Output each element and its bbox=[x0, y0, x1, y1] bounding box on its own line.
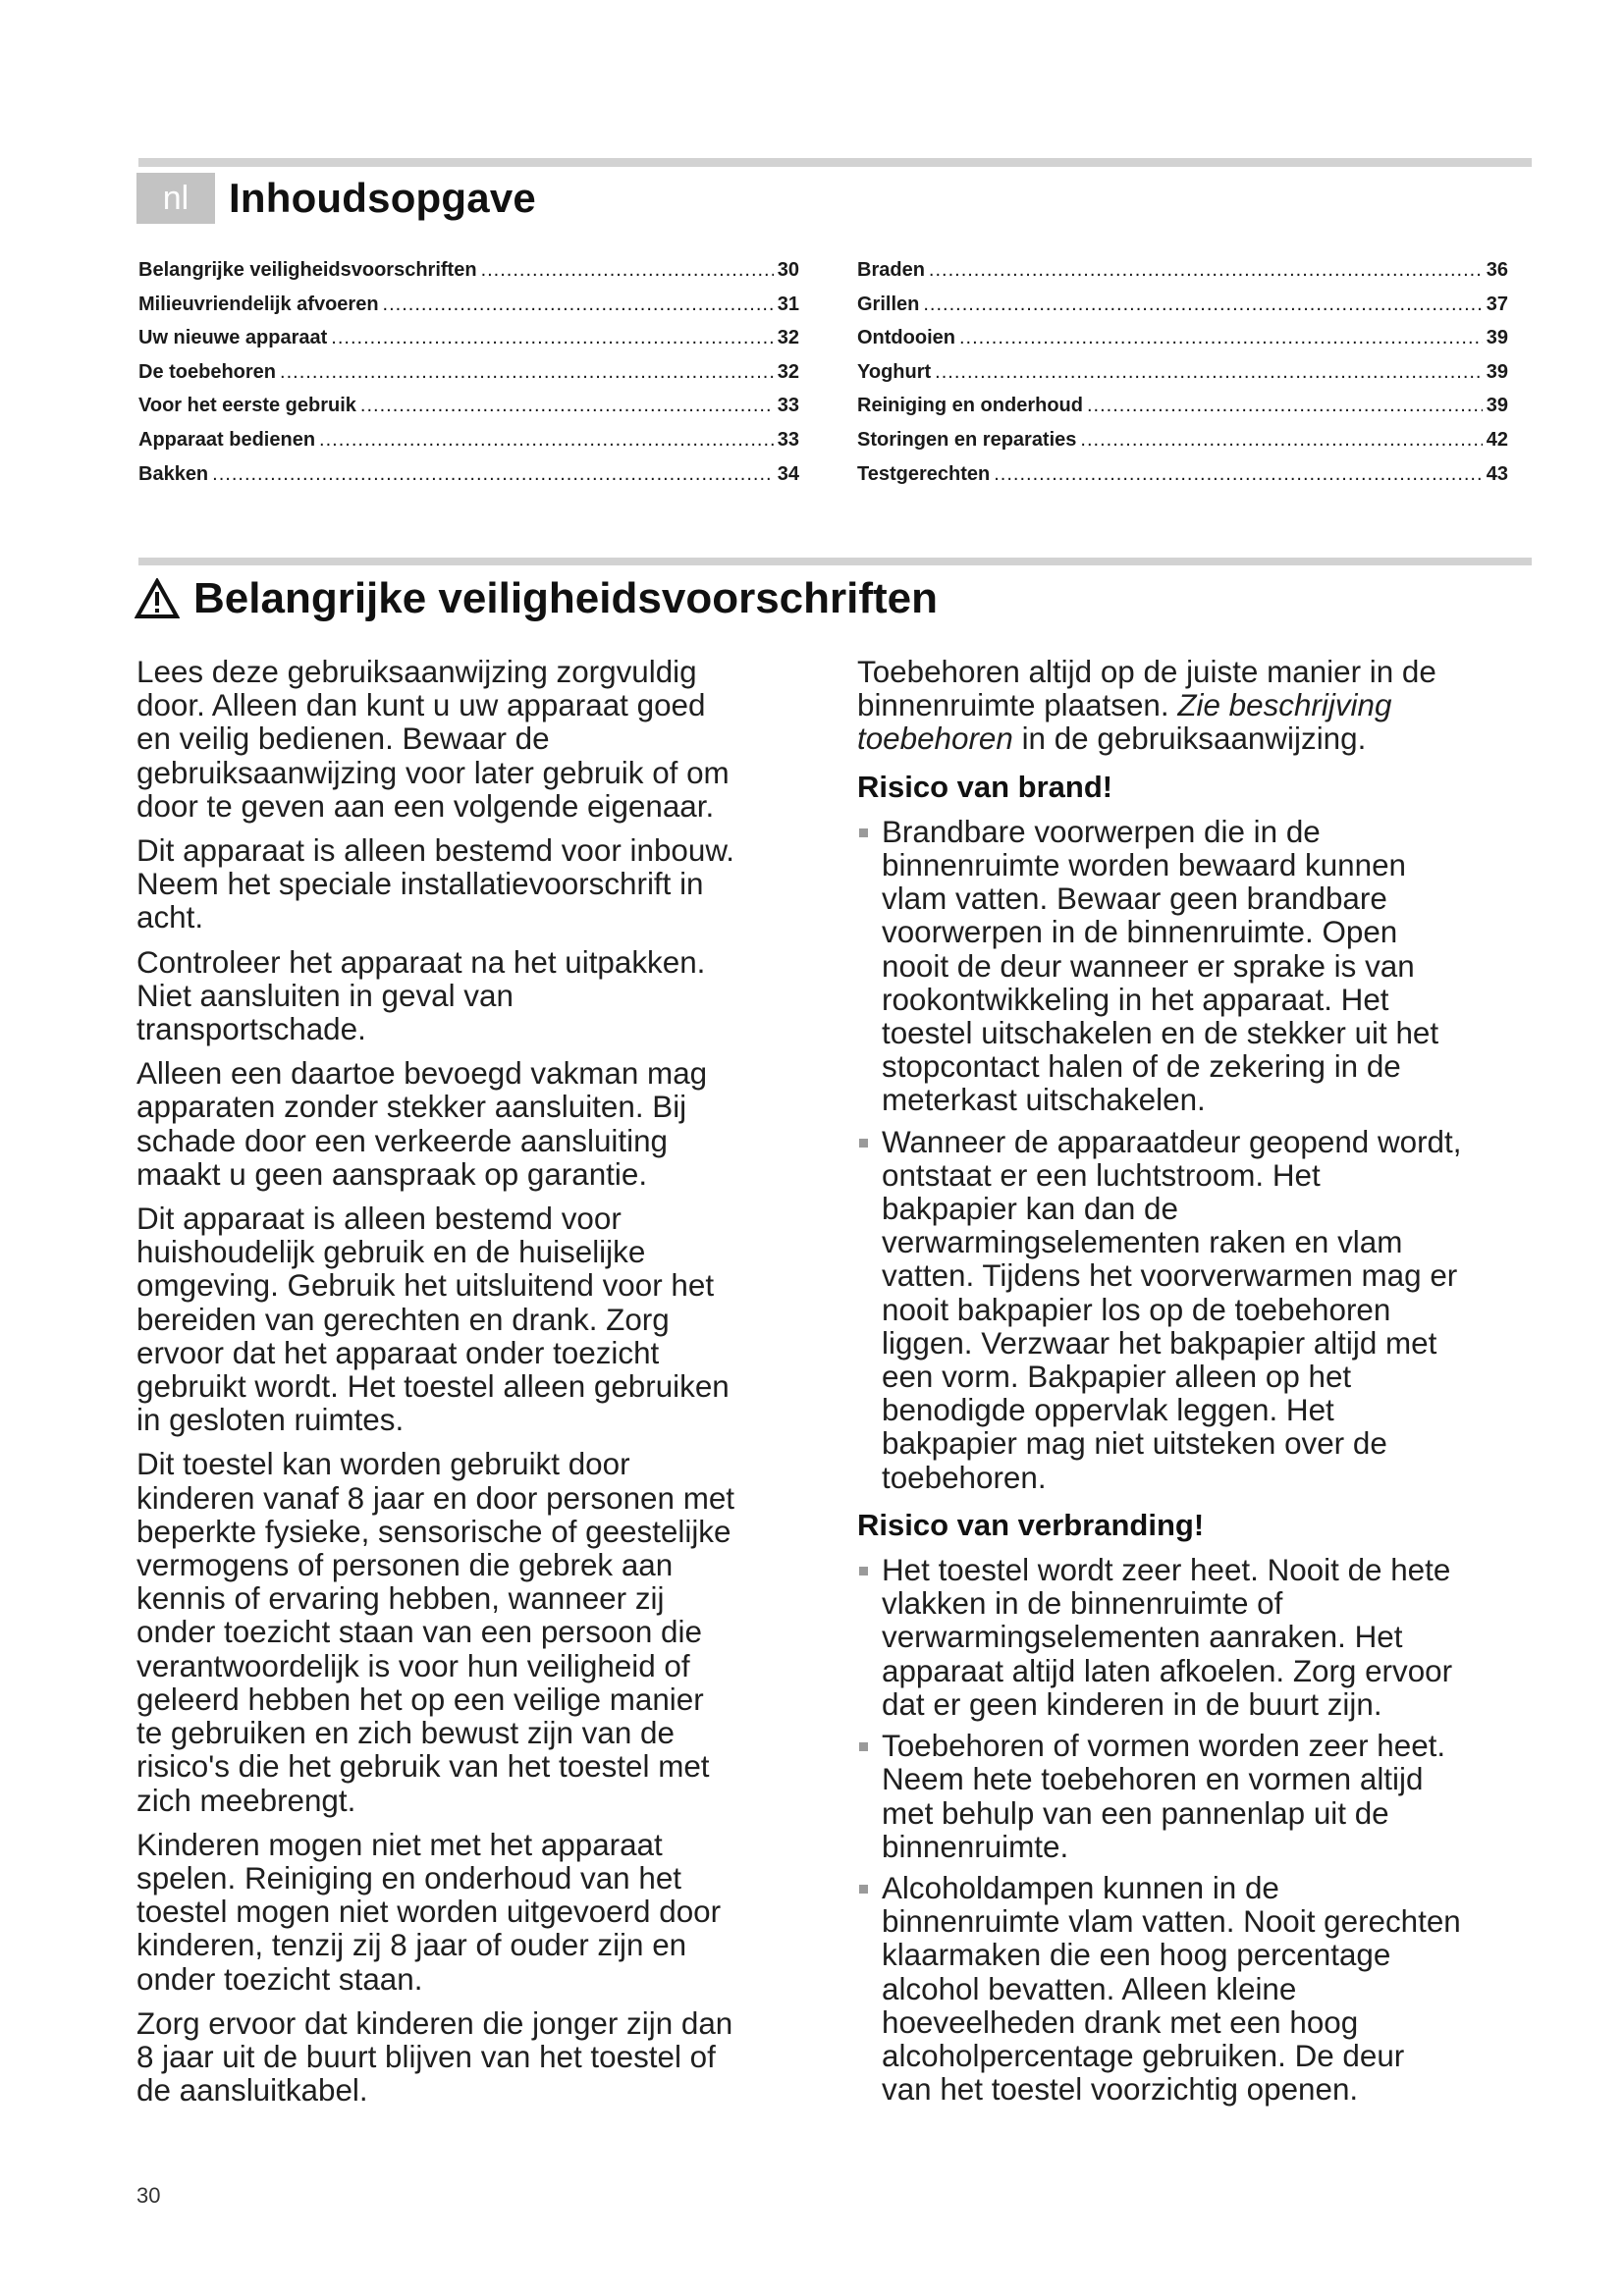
toc-entry-page: 39 bbox=[1486, 360, 1508, 383]
paragraph-line: schade door een verkeerde aansluiting bbox=[136, 1123, 668, 1158]
toc-entry[interactable] bbox=[857, 429, 1508, 463]
paragraph-line: transportschade. bbox=[136, 1012, 366, 1047]
toc-leader-dots bbox=[1080, 429, 1482, 452]
toc-entry[interactable] bbox=[138, 294, 799, 328]
toc-entry[interactable] bbox=[138, 395, 799, 429]
bullet-line: liggen. Verzwaar het bakpapier altijd met bbox=[882, 1325, 1437, 1361]
paragraph-line: Lees deze gebruiksaanwijzing zorgvuldig bbox=[136, 655, 697, 689]
toc-entry-label: Storingen en reparaties bbox=[857, 428, 1077, 451]
toc-leader-dots bbox=[319, 429, 774, 452]
toc-entry[interactable] bbox=[857, 361, 1508, 396]
bullet-line: hoeveelheden drank met een hoog bbox=[882, 2004, 1359, 2040]
bullet-marker bbox=[859, 1742, 868, 1751]
toc-entry-label: Milieuvriendelijk afvoeren bbox=[138, 293, 379, 315]
intro-reference: Zie beschrijving bbox=[1177, 688, 1392, 723]
bullet-line: benodigde oppervlak leggen. Het bbox=[882, 1393, 1334, 1428]
toc-entry-label: Ontdooien bbox=[857, 327, 955, 349]
bullet-line: toestel uitschakelen en de stekker uit het bbox=[882, 1016, 1439, 1051]
toc-entry-page: 36 bbox=[1486, 259, 1508, 281]
toc-entry-label: Braden bbox=[857, 259, 925, 281]
paragraph-line: ervoor dat het apparaat onder toezicht bbox=[136, 1335, 660, 1370]
toc-entry[interactable] bbox=[138, 463, 799, 498]
paragraph-line: huishoudelijk gebruik en de huiselijke bbox=[136, 1235, 646, 1270]
toc-entry-label: Bakken bbox=[138, 462, 209, 485]
paragraph-line: de aansluitkabel. bbox=[136, 2073, 368, 2109]
toc-entry-label: Apparaat bedienen bbox=[138, 428, 316, 451]
language-tag: nl bbox=[136, 173, 215, 224]
paragraph-line: door. Alleen dan kunt u uw apparaat goed bbox=[136, 688, 706, 723]
paragraph-line: Kinderen mogen niet met het apparaat bbox=[136, 1827, 663, 1862]
paragraph-line: kinderen, tenzij zij 8 jaar of ouder zijn en bbox=[136, 1928, 687, 1963]
bullet-line: nooit de deur wanneer er sprake is van bbox=[882, 948, 1415, 984]
toc-entry[interactable] bbox=[857, 294, 1508, 328]
toc-leader-dots bbox=[360, 395, 774, 417]
intro-paragraph bbox=[857, 656, 1544, 757]
body-left-column bbox=[136, 656, 824, 2118]
paragraph-line: 8 jaar uit de buurt blijven van het toestel of bbox=[136, 2039, 716, 2074]
paragraph-line: door te geven aan een volgende eigenaar. bbox=[136, 788, 715, 824]
bullet-item bbox=[857, 1730, 1544, 1864]
bullet-marker bbox=[859, 1567, 868, 1575]
toc-leader-dots bbox=[935, 361, 1483, 384]
paragraph-line: apparaten zonder stekker aansluiten. Bij bbox=[136, 1090, 687, 1125]
bullet-line: dat er geen kinderen in de buurt zijn. bbox=[882, 1686, 1382, 1722]
toc-header bbox=[136, 173, 536, 224]
bullet-line: van het toestel voorzichtig openen. bbox=[882, 2072, 1359, 2108]
section-heading bbox=[135, 569, 938, 628]
paragraph-line: Controleer het apparaat na het uitpakken. bbox=[136, 944, 706, 980]
toc-entry[interactable] bbox=[138, 429, 799, 463]
toc-entry-label: Testgerechten bbox=[857, 462, 991, 485]
bullet-line: Toebehoren of vormen worden zeer heet. bbox=[882, 1729, 1446, 1764]
safety-paragraph bbox=[136, 1057, 824, 1192]
toc-entry-page: 33 bbox=[777, 395, 799, 417]
bullet-line: bakpapier kan dan de bbox=[882, 1192, 1178, 1227]
toc-entry-page: 30 bbox=[777, 259, 799, 281]
toc-entry[interactable] bbox=[857, 259, 1508, 294]
paragraph-line: omgeving. Gebruik het uitsluitend voor het bbox=[136, 1268, 715, 1304]
toc-entry[interactable] bbox=[138, 361, 799, 396]
paragraph-line: Dit apparaat is alleen bestemd voor bbox=[136, 1201, 622, 1237]
toc-entry[interactable] bbox=[138, 327, 799, 361]
intro-line: Toebehoren altijd op de juiste manier in de bbox=[857, 655, 1436, 689]
toc-entry-page: 31 bbox=[777, 293, 799, 315]
toc-entry-page: 34 bbox=[777, 462, 799, 485]
toc-entry-page: 42 bbox=[1486, 428, 1508, 451]
paragraph-line: Dit apparaat is alleen bestemd voor inbouw. bbox=[136, 833, 734, 869]
intro-text: in de gebruiksaanwijzing. bbox=[1012, 721, 1367, 757]
toc-title: Inhoudsopgave bbox=[229, 175, 536, 221]
paragraph-line: beperkte fysieke, sensorische of geestelijke bbox=[136, 1514, 731, 1549]
toc-entry[interactable] bbox=[857, 395, 1508, 429]
safety-paragraph bbox=[136, 1448, 824, 1817]
toc-entry[interactable] bbox=[857, 327, 1508, 361]
paragraph-line: gebruiksaanwijzing voor later gebruik of om bbox=[136, 755, 730, 790]
toc-leader-dots bbox=[959, 327, 1483, 349]
paragraph-line: acht. bbox=[136, 900, 204, 935]
safety-paragraph bbox=[136, 1829, 824, 1997]
paragraph-line: Dit toestel kan worden gebruikt door bbox=[136, 1447, 630, 1482]
bullet-line: binnenruimte vlam vatten. Nooit gerechten bbox=[882, 1904, 1461, 1940]
toc-entry-page: 43 bbox=[1486, 462, 1508, 485]
bullet-marker bbox=[859, 1139, 868, 1148]
safety-paragraph bbox=[136, 656, 824, 824]
intro-reference: toebehoren bbox=[857, 721, 1013, 757]
bullet-line: rookontwikkeling in het apparaat. Het bbox=[882, 982, 1389, 1017]
safety-paragraph bbox=[136, 2007, 824, 2109]
safety-paragraph bbox=[136, 1202, 824, 1437]
toc-leader-dots bbox=[212, 463, 774, 486]
bullet-line: nooit bakpapier los op de toebehoren bbox=[882, 1292, 1391, 1327]
toc-entry-page: 33 bbox=[777, 428, 799, 451]
burn-risk-heading: Risico van verbranding! bbox=[857, 1507, 1205, 1542]
paragraph-line: kinderen vanaf 8 jaar en door personen met bbox=[136, 1480, 735, 1516]
fire-risk-list bbox=[857, 816, 1544, 1495]
section-title: Belangrijke veiligheidsvoorschriften bbox=[193, 574, 939, 622]
bullet-line: Neem hete toebehoren en vormen altijd bbox=[882, 1762, 1424, 1797]
bullet-line: bakpapier mag niet uitsteken over de bbox=[882, 1426, 1387, 1462]
intro-text: binnenruimte plaatsen. bbox=[857, 688, 1178, 723]
bullet-line: verwarmingselementen aanraken. Het bbox=[882, 1620, 1403, 1655]
toc-entry-page: 39 bbox=[1486, 327, 1508, 349]
paragraph-line: bereiden van gerechten en drank. Zorg bbox=[136, 1302, 670, 1337]
toc-entry-page: 37 bbox=[1486, 293, 1508, 315]
page-number: 30 bbox=[136, 2183, 161, 2208]
paragraph-line: en veilig bedienen. Bewaar de bbox=[136, 721, 550, 757]
bullet-line: vatten. Tijdens het voorverwarmen mag er bbox=[882, 1258, 1458, 1294]
toc-entry[interactable] bbox=[857, 463, 1508, 498]
paragraph-line: onder toezicht staan van een persoon die bbox=[136, 1615, 702, 1650]
safety-paragraph bbox=[136, 946, 824, 1047]
toc-entry-label: Belangrijke veiligheidsvoorschriften bbox=[138, 259, 477, 281]
bullet-line: vlakken in de binnenruimte of bbox=[882, 1586, 1283, 1622]
bullet-line: Wanneer de apparaatdeur geopend wordt, bbox=[882, 1124, 1462, 1159]
toc-leader-dots bbox=[481, 259, 774, 282]
bullet-line: alcoholpercentage gebruiken. De deur bbox=[882, 2038, 1405, 2073]
bullet-item bbox=[857, 816, 1544, 1118]
toc-entry-label: Reiniging en onderhoud bbox=[857, 395, 1083, 417]
bullet-marker bbox=[859, 828, 868, 837]
bullet-line: binnenruimte. bbox=[882, 1829, 1069, 1864]
paragraph-line: te gebruiken en zich bewust zijn van de bbox=[136, 1716, 675, 1751]
toc-entry-label: Yoghurt bbox=[857, 360, 932, 383]
bullet-line: een vorm. Bakpapier alleen op het bbox=[882, 1360, 1352, 1395]
paragraph-line: Alleen een daartoe bevoegd vakman mag bbox=[136, 1056, 708, 1092]
intro-line bbox=[857, 689, 1544, 722]
bullet-line: alcohol bevatten. Alleen kleine bbox=[882, 1971, 1297, 2006]
bullet-line: vlam vatten. Bewaar geen brandbare bbox=[882, 881, 1387, 917]
fire-risk-heading: Risico van brand! bbox=[857, 769, 1113, 804]
toc-entry-label: De toebehoren bbox=[138, 360, 277, 383]
toc-entry-label: Voor het eerste gebruik bbox=[138, 395, 356, 417]
paragraph-line: onder toezicht staan. bbox=[136, 1961, 423, 1997]
toc-left-column bbox=[138, 259, 799, 497]
toc-entry[interactable] bbox=[138, 259, 799, 294]
toc-leader-dots bbox=[1087, 395, 1483, 417]
warning-triangle-icon bbox=[135, 578, 180, 619]
paragraph-line: gebruikt wordt. Het toestel alleen gebruiken bbox=[136, 1369, 730, 1405]
paragraph-line: vermogens of personen die gebrek aan bbox=[136, 1548, 674, 1583]
bullet-item bbox=[857, 1126, 1544, 1495]
toc-leader-dots bbox=[923, 294, 1482, 316]
bullet-item bbox=[857, 1872, 1544, 2107]
bullet-item bbox=[857, 1554, 1544, 1722]
toc-entry-page: 39 bbox=[1486, 395, 1508, 417]
bullet-line: Het toestel wordt zeer heet. Nooit de hete bbox=[882, 1553, 1451, 1588]
toc-leader-dots bbox=[994, 463, 1483, 486]
paragraph-line: Neem het speciale installatievoorschrift in bbox=[136, 867, 704, 902]
burn-risk-list bbox=[857, 1554, 1544, 2107]
toc-leader-dots bbox=[331, 327, 773, 349]
toc-entry-label: Grillen bbox=[857, 293, 920, 315]
bullet-marker bbox=[859, 1885, 868, 1894]
bullet-line: ontstaat er een luchtstroom. Het bbox=[882, 1157, 1321, 1193]
paragraph-line: verantwoordelijk is voor hun veiligheid of bbox=[136, 1648, 690, 1683]
intro-line bbox=[857, 722, 1544, 756]
toc-leader-dots bbox=[929, 259, 1483, 282]
paragraph-line: risico's die het gebruik van het toestel met bbox=[136, 1749, 710, 1785]
toc-top-rule bbox=[138, 158, 1532, 167]
paragraph-line: kennis of ervaring hebben, wanneer zij bbox=[136, 1581, 665, 1617]
bullet-line: apparaat altijd laten afkoelen. Zorg ervoor bbox=[882, 1653, 1453, 1688]
toc-entry-label: Uw nieuwe apparaat bbox=[138, 327, 328, 349]
paragraph-line: Zorg ervoor dat kinderen die jonger zijn dan bbox=[136, 2005, 733, 2041]
toc-leader-dots bbox=[280, 361, 774, 384]
bullet-line: verwarmingselementen raken en vlam bbox=[882, 1225, 1403, 1260]
paragraph-line: in gesloten ruimtes. bbox=[136, 1403, 405, 1438]
bullet-line: toebehoren. bbox=[882, 1460, 1047, 1495]
paragraph-line: toestel mogen niet worden uitgevoerd door bbox=[136, 1895, 722, 1930]
paragraph-line: spelen. Reiniging en onderhoud van het bbox=[136, 1860, 681, 1896]
toc-entry-page: 32 bbox=[777, 327, 799, 349]
paragraph-line: geleerd hebben het op een veilige manier bbox=[136, 1682, 704, 1717]
paragraph-line: maakt u geen aanspraak op garantie. bbox=[136, 1156, 648, 1192]
section-top-rule bbox=[138, 558, 1532, 565]
paragraph-line: Niet aansluiten in geval van bbox=[136, 978, 514, 1013]
bullet-line: met behulp van een pannenlap uit de bbox=[882, 1795, 1389, 1831]
bullet-line: stopcontact halen of de zekering in de bbox=[882, 1049, 1401, 1085]
bullet-line: Alcoholdampen kunnen in de bbox=[882, 1870, 1279, 1905]
bullet-line: binnenruimte worden bewaard kunnen bbox=[882, 848, 1406, 883]
bullet-line: klaarmaken die een hoog percentage bbox=[882, 1938, 1391, 1973]
bullet-line: voorwerpen in de binnenruimte. Open bbox=[882, 915, 1398, 950]
bullet-line: meterkast uitschakelen. bbox=[882, 1083, 1206, 1118]
paragraph-line: zich meebrengt. bbox=[136, 1783, 356, 1818]
bullet-line: Brandbare voorwerpen die in de bbox=[882, 814, 1321, 849]
safety-paragraph bbox=[136, 834, 824, 935]
toc-right-column bbox=[857, 259, 1508, 497]
toc-entry-page: 32 bbox=[777, 360, 799, 383]
toc-leader-dots bbox=[383, 294, 774, 316]
body-right-column bbox=[857, 656, 1544, 2114]
